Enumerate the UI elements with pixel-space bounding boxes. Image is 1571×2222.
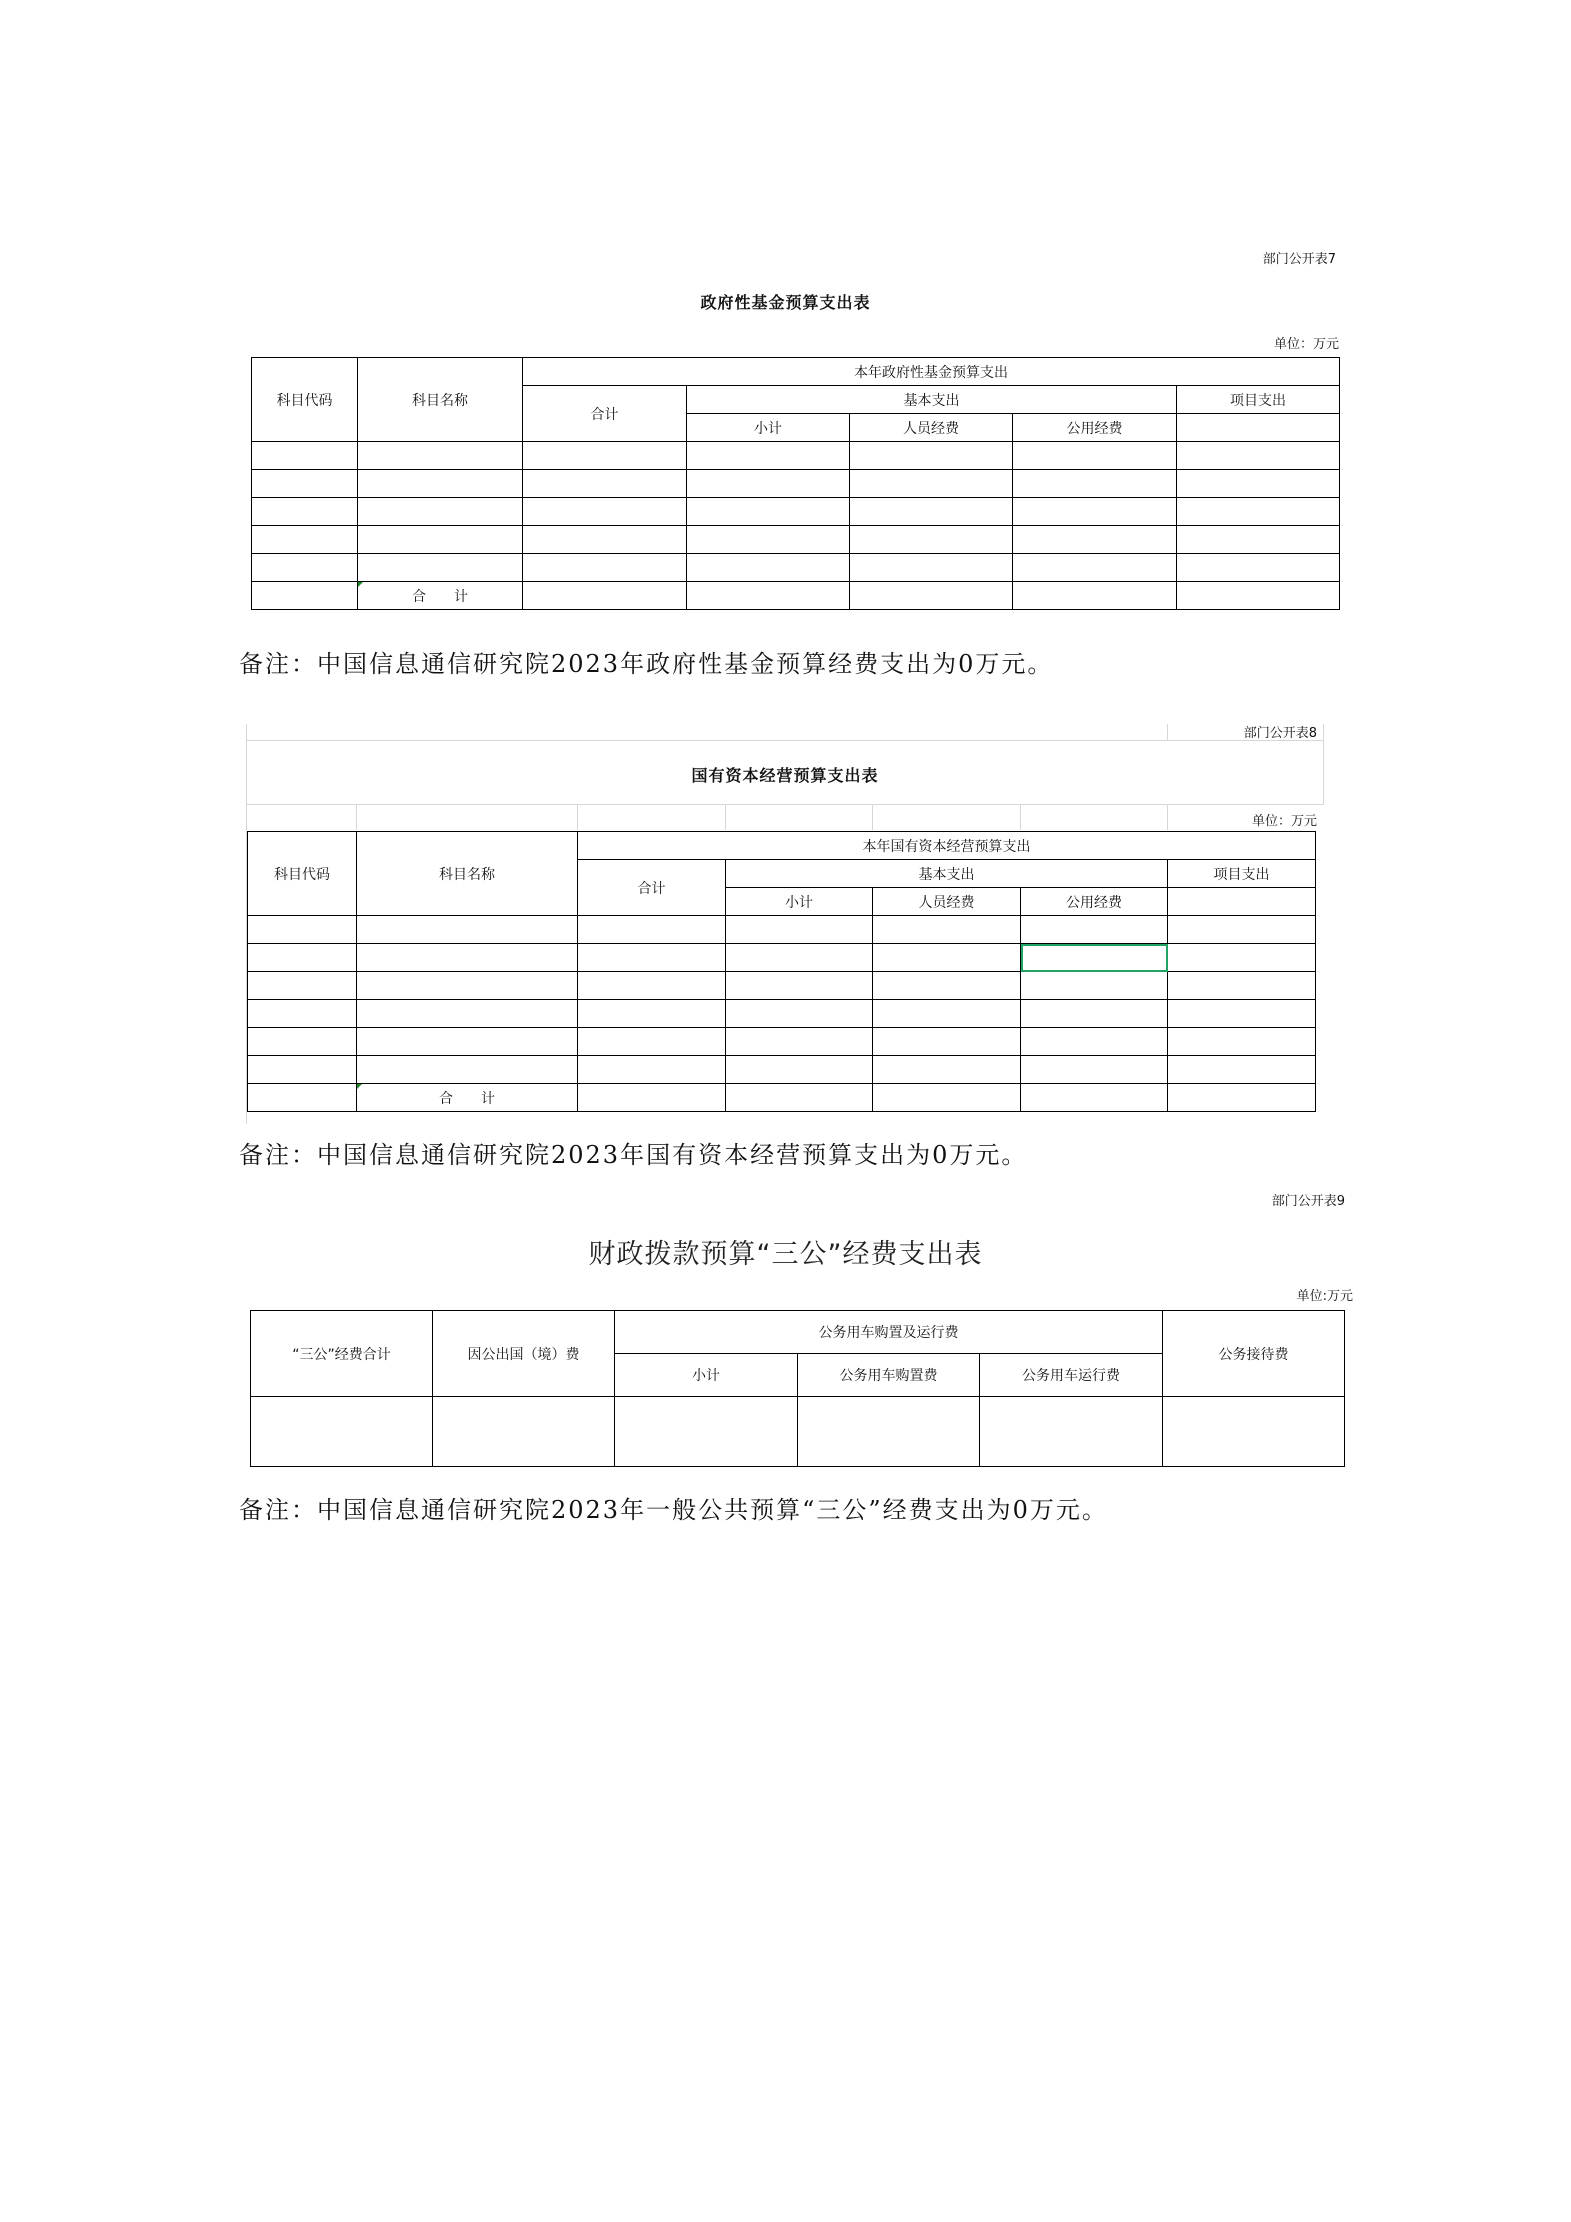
- table9-unit: 单位:万元: [1296, 1289, 1353, 1304]
- sheet-gridline: [872, 804, 873, 830]
- total-row: [252, 582, 1340, 610]
- header-three-total: “三公”经费合计: [251, 1311, 433, 1397]
- table-row: [248, 972, 1316, 1000]
- header-vehicle-group: 公务用车购置及运行费: [615, 1311, 1163, 1354]
- total-row-label: 合 计: [358, 582, 523, 610]
- table-row: [252, 470, 1340, 498]
- table8-grid: [247, 831, 1316, 1112]
- table-row: [248, 1028, 1316, 1056]
- table-row: [252, 526, 1340, 554]
- table8-code: 部门公开表8: [1243, 726, 1317, 741]
- sheet-gridline: [246, 740, 1324, 741]
- table9-grid: [250, 1310, 1345, 1467]
- header-subject-name: 科目名称: [358, 358, 523, 442]
- table7-grid: [251, 357, 1340, 610]
- table8-note: 备注：中国信息通信研究院2023年国有资本经营预算支出为0万元。: [239, 1141, 1028, 1169]
- table9-code: 部门公开表9: [1271, 1194, 1345, 1209]
- header-vehicle-operation: 公务用车运行费: [980, 1354, 1163, 1397]
- table-row: [248, 1056, 1316, 1084]
- header-public: 公用经费: [1013, 414, 1177, 442]
- table7-title: 政府性基金预算支出表: [700, 293, 871, 312]
- table7-code: 部门公开表7: [1262, 252, 1336, 267]
- header-subject-name: 科目名称: [357, 832, 578, 916]
- table7-unit: 单位：万元: [1273, 337, 1339, 352]
- sheet-gridline: [725, 804, 726, 830]
- table-row: [248, 944, 1316, 972]
- header-abroad: 因公出国（境）费: [433, 1311, 615, 1397]
- sheet-gridline: [577, 804, 578, 830]
- header-subtotal: 小计: [615, 1354, 798, 1397]
- header-subject-code: 科目代码: [252, 358, 358, 442]
- table-row: [248, 1000, 1316, 1028]
- table-row: [252, 554, 1340, 582]
- selected-cell[interactable]: [1021, 944, 1168, 972]
- header-subtotal: 小计: [687, 414, 850, 442]
- header-basic: 基本支出: [726, 860, 1168, 888]
- sheet-gridline: [1167, 804, 1168, 830]
- header-project: 项目支出: [1168, 860, 1316, 888]
- table-row: [251, 1397, 1345, 1467]
- header-vehicle-purchase: 公务用车购置费: [798, 1354, 980, 1397]
- header-basic: 基本支出: [687, 386, 1177, 414]
- total-row-label: 合 计: [357, 1084, 578, 1112]
- header-personnel: 人员经费: [850, 414, 1013, 442]
- header-reception: 公务接待费: [1163, 1311, 1345, 1397]
- table9-title: 财政拨款预算“三公”经费支出表: [588, 1239, 983, 1270]
- sheet-gridline: [356, 804, 357, 830]
- table8-unit: 单位：万元: [1251, 814, 1317, 829]
- sheet-gridline: [1323, 724, 1324, 804]
- header-subject-code: 科目代码: [248, 832, 357, 916]
- header-total: 合计: [523, 386, 687, 442]
- header-total: 合计: [578, 860, 726, 916]
- cell[interactable]: [1168, 888, 1316, 916]
- header-group: 本年政府性基金预算支出: [523, 358, 1340, 386]
- header-personnel: 人员经费: [873, 888, 1021, 916]
- sheet-gridline: [246, 804, 1324, 805]
- header-subtotal: 小计: [726, 888, 873, 916]
- sheet-gridline: [1020, 804, 1021, 830]
- header-public: 公用经费: [1021, 888, 1168, 916]
- header-project: 项目支出: [1177, 386, 1340, 414]
- table7-note: 备注：中国信息通信研究院2023年政府性基金预算经费支出为0万元。: [239, 650, 1054, 678]
- header-group: 本年国有资本经营预算支出: [578, 832, 1316, 860]
- sheet-gridline: [1167, 724, 1168, 740]
- table9-note: 备注：中国信息通信研究院2023年一般公共预算“三公”经费支出为0万元。: [239, 1496, 1108, 1524]
- cell[interactable]: [1177, 414, 1340, 442]
- total-row: [248, 1084, 1316, 1112]
- table-row: [252, 498, 1340, 526]
- table8-title: 国有资本经营预算支出表: [691, 766, 879, 785]
- table-row: [252, 442, 1340, 470]
- table-row: [248, 916, 1316, 944]
